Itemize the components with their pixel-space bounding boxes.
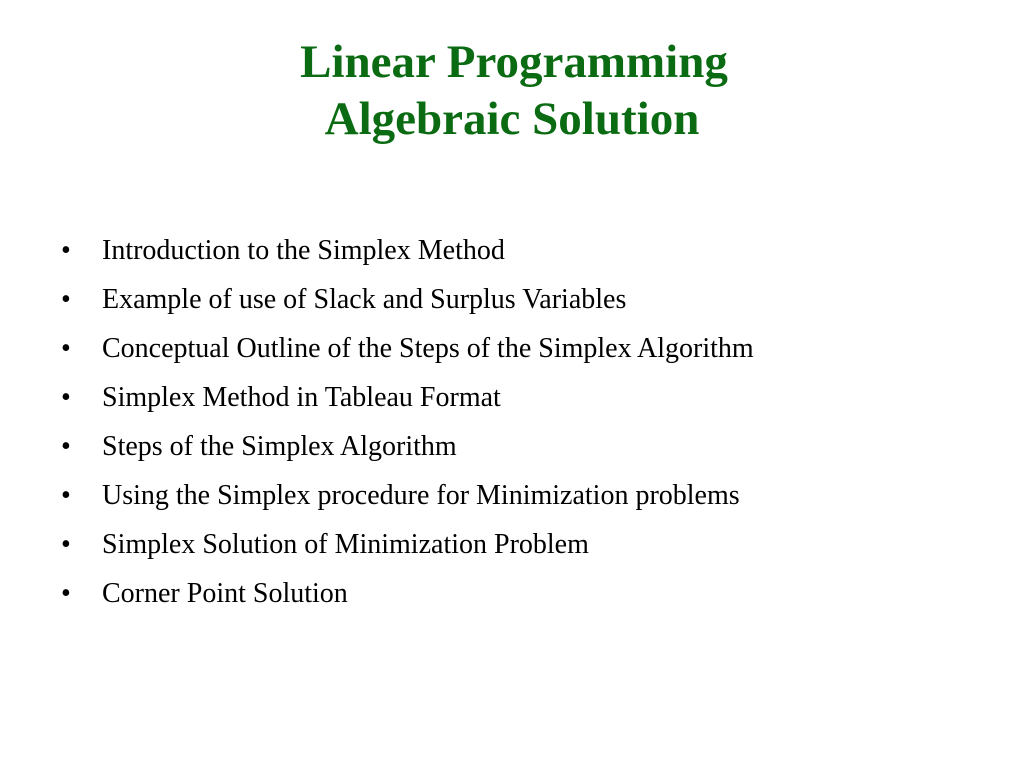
bullet-item bbox=[0, 373, 1024, 422]
bullet-text: Example of use of Slack and Surplus Variables bbox=[102, 284, 627, 315]
bullet-text: Using the Simplex procedure for Minimization problems bbox=[102, 480, 740, 511]
bullet-item bbox=[0, 275, 1024, 324]
bullet-dot-icon: • bbox=[61, 235, 71, 266]
bullet-text: Steps of the Simplex Algorithm bbox=[102, 431, 457, 462]
bullet-dot-icon: • bbox=[61, 431, 71, 462]
bullet-item bbox=[0, 226, 1024, 275]
bullet-text: Simplex Method in Tableau Format bbox=[102, 382, 501, 413]
bullet-text: Simplex Solution of Minimization Problem bbox=[102, 529, 589, 560]
bullet-text: Introduction to the Simplex Method bbox=[102, 235, 505, 266]
bullet-text: Conceptual Outline of the Steps of the Simplex Algorithm bbox=[102, 333, 754, 364]
bullet-list bbox=[0, 226, 1024, 618]
bullet-item bbox=[0, 471, 1024, 520]
bullet-dot-icon: • bbox=[61, 529, 71, 560]
title-line-2: Algebraic Solution bbox=[324, 93, 700, 145]
slide-title bbox=[0, 34, 1024, 148]
bullet-dot-icon: • bbox=[61, 578, 71, 609]
bullet-dot-icon: • bbox=[61, 480, 71, 511]
bullet-item bbox=[0, 324, 1024, 373]
bullet-item bbox=[0, 520, 1024, 569]
bullet-item bbox=[0, 422, 1024, 471]
bullet-item bbox=[0, 569, 1024, 618]
title-line-1: Linear Programming bbox=[300, 36, 728, 88]
bullet-dot-icon: • bbox=[61, 284, 71, 315]
bullet-dot-icon: • bbox=[61, 333, 71, 364]
bullet-text: Corner Point Solution bbox=[102, 578, 348, 609]
bullet-dot-icon: • bbox=[61, 382, 71, 413]
